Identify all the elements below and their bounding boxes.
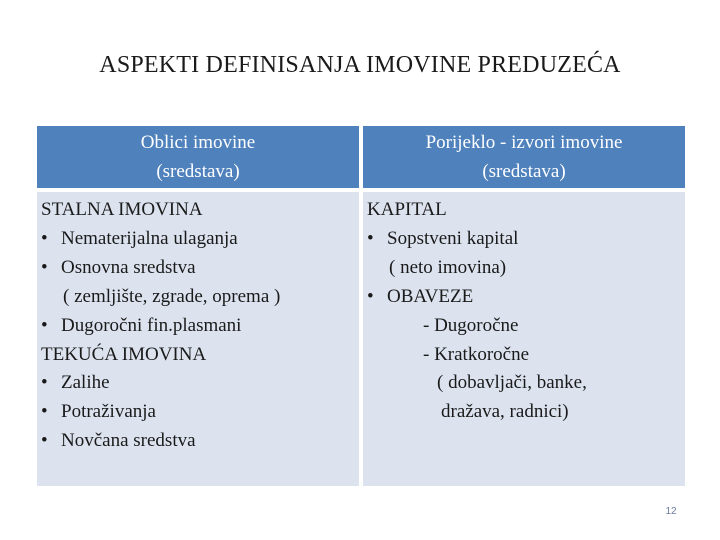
right-list-item: • OBAVEZE [367, 283, 685, 312]
left-list-item: • Potraživanja [41, 398, 359, 427]
left-list-item: STALNA IMOVINA [41, 199, 203, 220]
right-list-item: - Dugoročne [423, 314, 519, 336]
left-list-item: ( zemljište, zgrade, oprema ) [63, 285, 281, 307]
left-list-item: • Novčana sredstva [41, 427, 359, 456]
left-list-item: • Dugoročni fin.plasmani [41, 312, 359, 341]
left-header-label: Oblici imovine (sredstava) [140, 132, 256, 182]
page-number: 12 [665, 506, 677, 517]
right-list-item: • Sopstveni kapital [367, 225, 685, 254]
left-column-body [37, 192, 359, 486]
left-list-item: • Osnovna sredstva [41, 254, 359, 283]
left-list-item: TEKUĆA IMOVINA [41, 343, 207, 365]
left-list-item: • Zalihe [41, 369, 359, 398]
right-list-item: dražava, radnici) [441, 401, 569, 423]
right-column-body [363, 192, 685, 486]
left-column-header [37, 126, 359, 188]
right-list-item: - Kratkoročne [423, 343, 530, 365]
right-list-item: ( dobavljači, banke, [437, 372, 587, 394]
slide-title: ASPEKTI DEFINISANJA IMOVINE PREDUZEĆA [99, 52, 621, 78]
right-list-item: ( neto imovina) [389, 256, 507, 278]
assets-table [37, 126, 685, 486]
right-column-header [363, 126, 685, 188]
left-list-item: • Nematerijalna ulaganja [41, 225, 359, 254]
right-header-label: Porijeklo - izvori imovine (sredstava) [425, 132, 623, 182]
right-list-item: KAPITAL [367, 199, 447, 220]
